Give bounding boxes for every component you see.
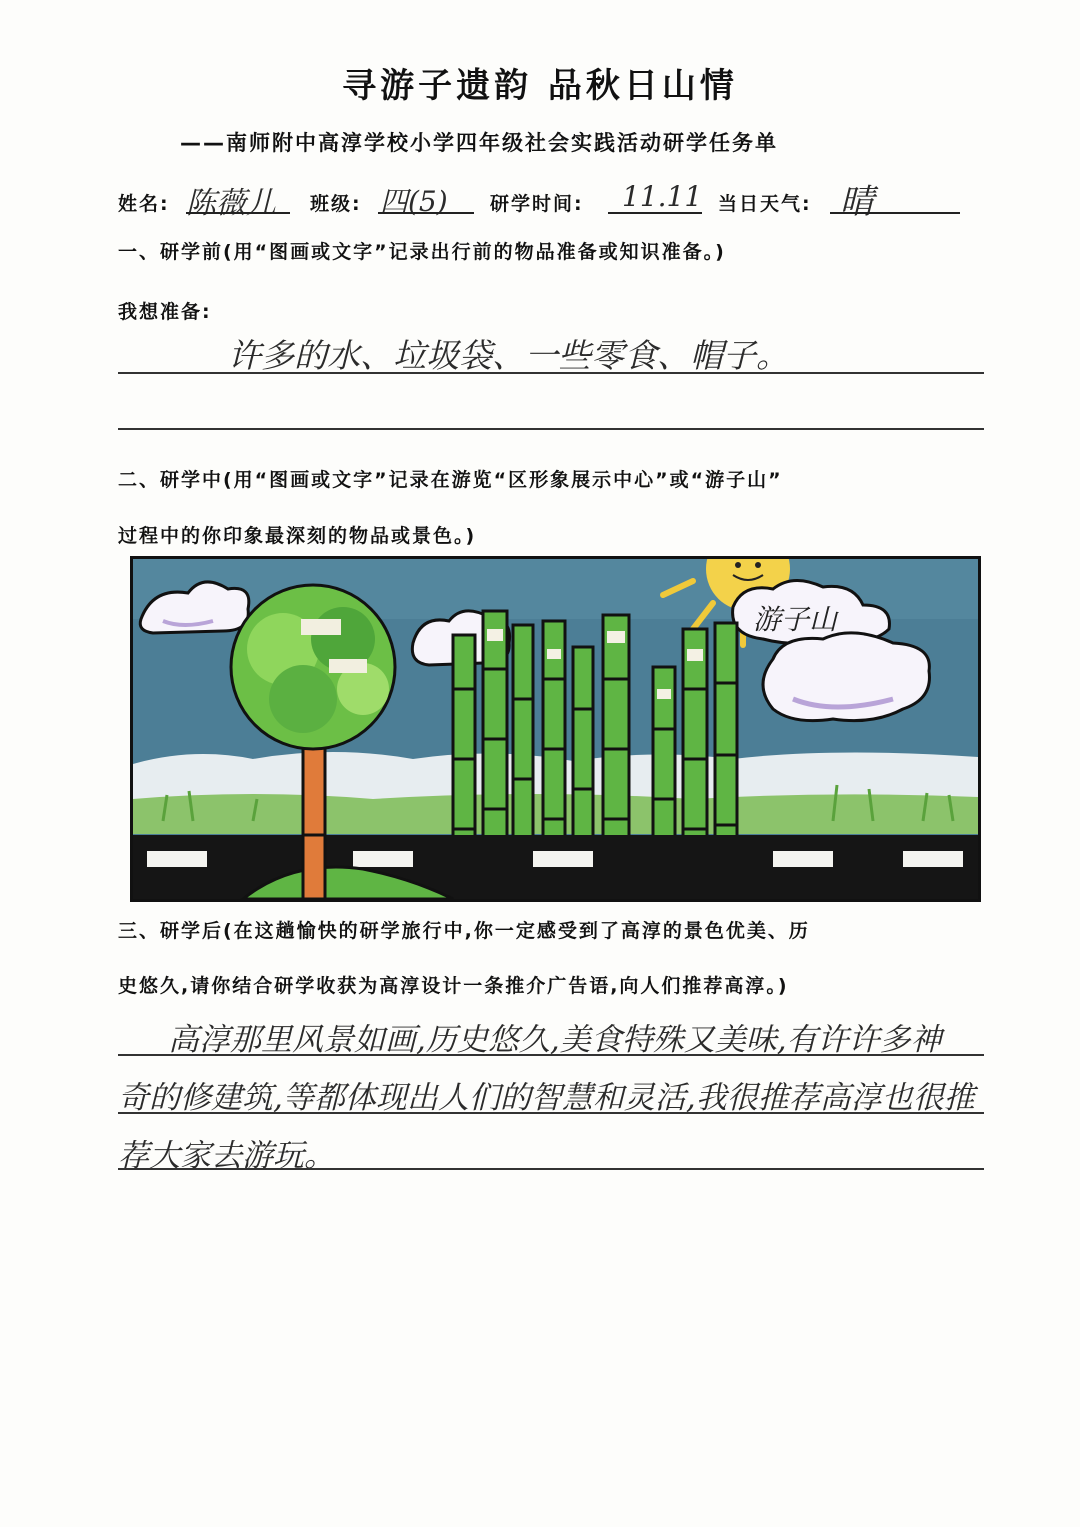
section2-heading-line1: 二、研学中(用“图画或文字”记录在游览“区形象展示中心”或“游子山”: [118, 469, 783, 491]
section3-answer-line3: 荐大家去游玩。: [118, 1138, 335, 1174]
section3-heading-line2: 史悠久,请你结合研学收获为高淳设计一条推介广告语,向人们推荐高淳。): [118, 975, 789, 997]
weather-value: 晴: [840, 182, 874, 222]
weather-underline: [830, 212, 960, 214]
student-drawing: [130, 556, 981, 902]
section3-heading-line1: 三、研学后(在这趟愉快的研学旅行中,你一定感受到了高淳的景色优美、历: [118, 920, 810, 942]
answer-line-3: [118, 1054, 984, 1056]
section1-answer: 许多的水、垃圾袋、一些零食、帽子。: [228, 336, 789, 375]
class-underline: [378, 212, 474, 214]
answer-line-4: [118, 1112, 984, 1114]
section3-answer-line1: 高淳那里风景如画,历史悠久,美食特殊又美味,有许许多神: [168, 1022, 942, 1058]
worksheet-title: 寻游子遗韵 品秋日山情: [342, 66, 738, 106]
time-label: 研学时间:: [490, 193, 584, 215]
drawing-cloud-label: 游子山: [753, 603, 838, 636]
answer-line-2: [118, 428, 984, 430]
section3-answer-line2: 奇的修建筑,等都体现出人们的智慧和灵活,我很推荐高淳也很推: [118, 1080, 975, 1116]
section2-heading-line2: 过程中的你印象最深刻的物品或景色。): [118, 525, 477, 547]
section1-prompt: 我想准备:: [118, 301, 212, 323]
name-underline: [186, 212, 290, 214]
name-value: 陈薇儿: [186, 186, 276, 221]
class-value: 四(5): [380, 185, 448, 218]
answer-line-5: [118, 1168, 984, 1170]
section1-heading: 一、研学前(用“图画或文字”记录出行前的物品准备或知识准备。): [118, 241, 726, 263]
class-label: 班级:: [310, 193, 362, 215]
answer-line-1: [118, 372, 984, 374]
time-underline: [608, 212, 702, 214]
weather-label: 当日天气:: [718, 193, 812, 215]
time-value: 11.11: [622, 180, 703, 213]
worksheet-subtitle: ——南师附中高淳学校小学四年级社会实践活动研学任务单: [180, 131, 778, 155]
name-label: 姓名:: [118, 193, 170, 215]
